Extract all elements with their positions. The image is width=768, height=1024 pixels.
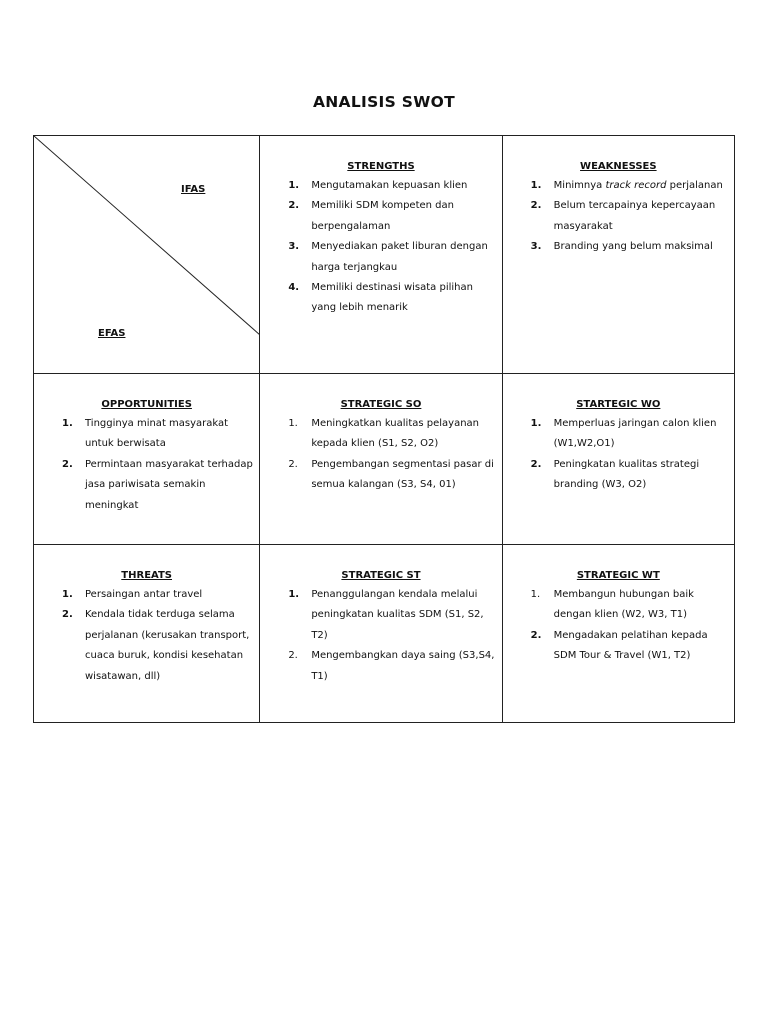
list-item (62, 585, 253, 605)
strategic-wt-heading: STRATEGIC WT (576, 570, 660, 581)
opportunities-cell (34, 374, 260, 545)
strategic-wo-heading: STARTEGIC WO (576, 399, 661, 410)
item-text: Pengembangan segmentasi pasar di semua kalangan (S3, S4, 01) (311, 458, 494, 491)
list-item (288, 646, 495, 687)
item-text: Memiliki SDM kompeten dan berpengalaman (311, 200, 454, 232)
threats-heading: THREATS (121, 570, 173, 581)
strategic-so-list (288, 414, 495, 496)
list-item (531, 176, 728, 196)
strategic-st-heading: STRATEGIC ST (341, 570, 421, 581)
list-item (288, 414, 495, 455)
list-item (62, 455, 253, 516)
item-text-post: perjalanan (666, 180, 723, 191)
list-item (288, 585, 495, 646)
weaknesses-cell (502, 136, 734, 374)
list-item (62, 414, 253, 455)
item-text: Peningkatan kualitas strategi branding (W3, O2) (553, 458, 700, 491)
table-row (34, 136, 735, 374)
table-row (34, 545, 735, 723)
list-item (62, 605, 253, 687)
item-text: Meningkatkan kualitas pelayanan kepada klien (S1, S2, O2) (311, 418, 480, 450)
list-item (288, 196, 495, 237)
item-number: 2. (288, 650, 298, 662)
item-number: 1. (288, 418, 298, 429)
item-number: 3. (288, 241, 300, 253)
list-item (531, 237, 728, 257)
item-text: Penanggulangan kendala melalui peningkatan kualitas SDM (S1, S2, T2) (311, 589, 484, 641)
ifas-label: IFAS (181, 184, 206, 195)
item-text: Belum tercapainya kepercayaan masyarakat (553, 200, 716, 232)
strengths-cell (260, 136, 502, 374)
strengths-list (288, 176, 495, 319)
opportunities-list (62, 414, 253, 516)
threats-cell (34, 545, 260, 723)
item-text: Menyediakan paket liburan dengan harga terjangkau (311, 241, 488, 273)
list-item (531, 196, 728, 237)
list-item (288, 176, 495, 196)
strategic-wt-list (531, 585, 728, 667)
list-item (288, 237, 495, 278)
item-text: Kendala tidak terduga selama perjalanan (kerusakan transport, cuaca buruk, kondisi kesehatan wisatawan, dll) (85, 609, 250, 682)
diagonal-divider (34, 136, 260, 336)
threats-list (62, 585, 253, 687)
corner-cell (34, 136, 260, 374)
item-number: 1. (530, 589, 541, 600)
item-text: Tingginya minat masyarakat untuk berwisata (85, 418, 229, 450)
strategic-wo-cell (502, 374, 734, 545)
page-title: ANALISIS SWOT (312, 93, 455, 111)
strategic-st-list (288, 585, 495, 687)
strategic-st-cell (260, 545, 502, 723)
list-item (531, 414, 728, 455)
strengths-heading: STRENGTHS (347, 161, 415, 172)
item-number: 4. (288, 282, 300, 294)
item-number: 1. (62, 418, 73, 429)
item-number: 2. (62, 458, 73, 470)
item-number: 1. (530, 180, 542, 191)
list-item (531, 585, 728, 626)
list-item (531, 455, 728, 496)
item-text: Mengutamakan kepuasan klien (311, 180, 468, 191)
swot-table (33, 135, 735, 723)
item-text: Membangun hubungan baik dengan klien (W2, W3, T1) (553, 589, 694, 621)
weaknesses-heading: WEAKNESSES (580, 161, 657, 172)
item-number: 2. (288, 200, 300, 212)
item-number: 2. (530, 200, 542, 212)
item-number: 2. (530, 629, 542, 641)
strategic-wo-list (531, 414, 728, 496)
item-number: 1. (530, 418, 542, 429)
item-text: Memiliki destinasi wisata pilihan yang lebih menarik (311, 282, 473, 314)
list-item (288, 455, 495, 496)
efas-label: EFAS (98, 328, 126, 339)
item-number: 3. (530, 241, 542, 253)
item-text: Permintaan masyarakat terhadap jasa pariwisata semakin meningkat (85, 458, 253, 511)
item-text-italic: track record (605, 180, 667, 191)
item-number: 2. (530, 458, 542, 470)
item-text: Memperluas jaringan calon klien (W1,W2,O1) (553, 418, 717, 450)
weaknesses-list (531, 176, 728, 258)
strategic-wt-cell (502, 545, 734, 723)
item-text: Branding yang belum maksimal (553, 241, 713, 253)
item-text: Persaingan antar travel (85, 589, 203, 600)
item-number: 1. (62, 589, 73, 600)
item-text: Mengadakan pelatihan kepada SDM Tour & Travel (W1, T2) (553, 629, 708, 662)
strategic-so-cell (260, 374, 502, 545)
item-text: Mengembangkan daya saing (S3,S4, T1) (311, 650, 495, 682)
strategic-so-heading: STRATEGIC SO (340, 399, 422, 410)
item-text-pre: Minimnya (553, 180, 606, 191)
list-item (531, 626, 728, 667)
item-number: 2. (288, 458, 298, 470)
item-number: 1. (288, 180, 300, 191)
list-item (288, 278, 495, 319)
item-number: 1. (288, 589, 300, 600)
item-number: 2. (62, 609, 73, 621)
opportunities-heading: OPPORTUNITIES (101, 399, 192, 410)
table-row (34, 374, 735, 545)
